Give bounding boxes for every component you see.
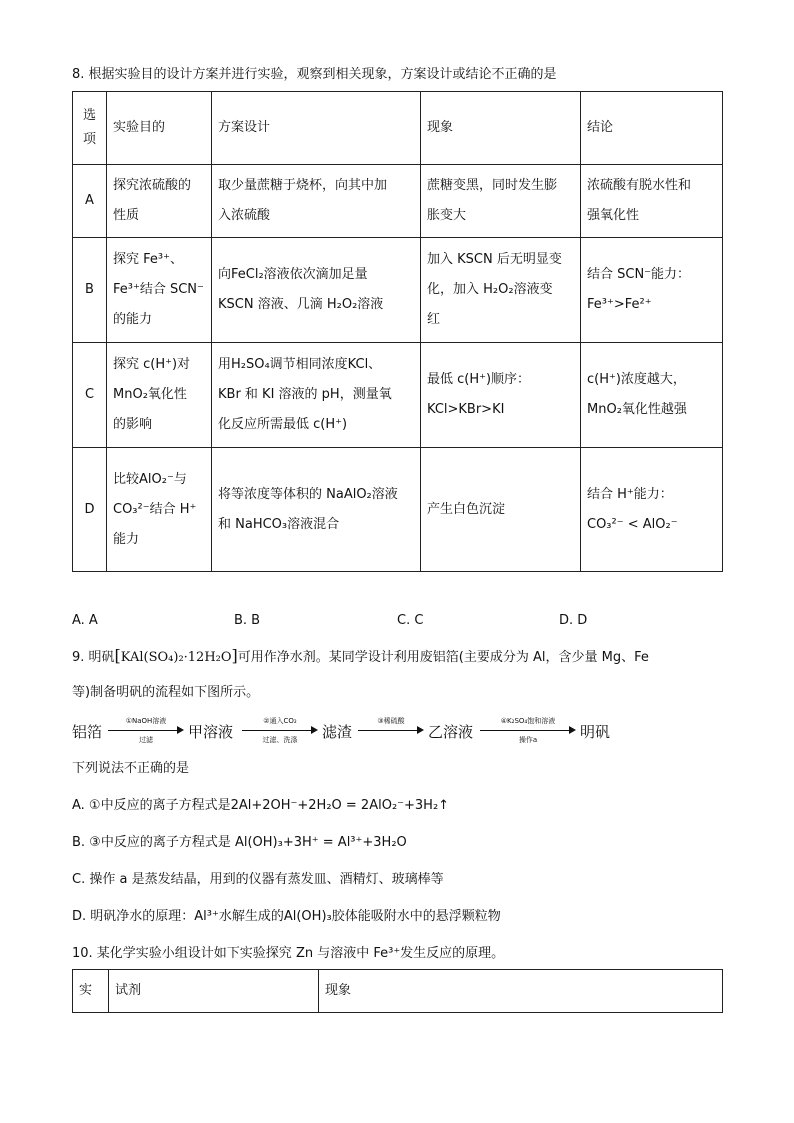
row-goal	[107, 238, 212, 343]
q9-stem-line1	[72, 647, 649, 667]
flow-node-solution-a: 甲溶液	[188, 723, 234, 741]
arrow-head-icon	[569, 726, 576, 734]
header-option	[73, 92, 107, 165]
arrow-1-label-bottom: 过滤	[139, 736, 153, 744]
row-option: D	[73, 448, 107, 572]
header-exp: 实	[73, 970, 109, 1013]
flow-node-residue: 滤渣	[322, 723, 353, 741]
row-phenomenon	[421, 165, 581, 238]
goal-line: MnO₂氧化性	[113, 387, 187, 402]
phen-line: 红	[427, 312, 441, 327]
goal-line: 能力	[113, 531, 140, 547]
arrow-2-label-bottom: 过滤、洗涤	[262, 736, 298, 744]
row-conclusion	[581, 238, 723, 343]
goal-line: CO₃²⁻结合 H⁺	[113, 501, 197, 517]
q9-stem-line2: 等)制备明矾的流程如下图所示。	[72, 685, 260, 700]
table-row	[73, 448, 723, 572]
table-header-row	[73, 970, 723, 1013]
row-option: B	[73, 238, 107, 343]
arrow-4-label-bottom: 操作a	[518, 736, 538, 744]
row-phenomenon	[421, 238, 581, 343]
q8-table	[72, 91, 723, 572]
goal-line: 的能力	[113, 312, 153, 327]
q10-table	[72, 969, 723, 1013]
table-row	[73, 343, 723, 448]
row-conclusion	[581, 448, 723, 572]
header-reagent: 试剂	[109, 970, 319, 1013]
row-conclusion	[581, 165, 723, 238]
table-header-row	[73, 92, 723, 165]
header-goal: 实验目的	[107, 92, 212, 165]
arrow-3-label-top: ③稀硫酸	[377, 717, 405, 725]
q9-stem-part2: 可用作净水剂。某同学设计利用废铝箔(主要成分为 Al，含少量 Mg、Fe	[237, 650, 649, 665]
goal-line: Fe³⁺结合 SCN⁻	[113, 282, 204, 297]
concl-line: c(H⁺)浓度越大，	[587, 372, 686, 387]
arrow-head-icon	[311, 726, 318, 734]
concl-line: Fe³⁺>Fe²⁺	[587, 297, 652, 312]
row-design	[212, 165, 421, 238]
flow-node-solution-b: 乙溶液	[428, 723, 474, 741]
row-phenomenon: 产生白色沉淀	[421, 448, 581, 572]
concl-line: 结合 H⁺能力：	[587, 486, 673, 502]
design-line: 化反应所需最低 c(H⁺)	[218, 417, 348, 432]
choice-c[interactable]: C. C	[397, 613, 424, 628]
design-line: 和 NaHCO₃溶液混合	[218, 516, 340, 532]
arrow-head-icon	[177, 726, 184, 734]
arrow-shaft	[242, 730, 312, 731]
row-design	[212, 238, 421, 343]
concl-line: MnO₂氧化性越强	[587, 402, 687, 417]
arrow-shaft	[358, 730, 418, 731]
row-conclusion	[581, 343, 723, 448]
table-row	[73, 238, 723, 343]
q9-question: 下列说法不正确的是	[72, 761, 190, 776]
goal-line: 探究浓硫酸的	[113, 178, 192, 193]
design-line: 用H₂SO₄调节相同浓度KCl、	[218, 357, 382, 372]
flow-node-alum: 明矾	[580, 723, 611, 741]
q8-stem: 8. 根据实验目的设计方案并进行实验，观察到相关现象，方案设计或结论不正确的是	[72, 67, 557, 82]
choice-a[interactable]: A. A	[72, 613, 98, 628]
row-design	[212, 448, 421, 572]
design-line: 将等浓度等体积的 NaAlO₂溶液	[218, 486, 398, 502]
phen-line: 胀变大	[427, 208, 467, 223]
flow-arrow-3	[358, 717, 424, 747]
arrow-4-label-top: ④K₂SO₄饱和溶液	[500, 717, 556, 725]
header-option-line1: 选	[82, 108, 96, 123]
table-row	[73, 165, 723, 238]
q9-option-d[interactable]: D. 明矾净水的原理：Al³⁺水解生成的Al(OH)₃胶体能吸附水中的悬浮颗粒物	[72, 909, 501, 924]
row-option: A	[73, 165, 107, 238]
flow-arrow-2	[242, 717, 318, 747]
design-line: 向FeCl₂溶液依次滴加足量	[218, 267, 368, 282]
flow-arrow-1	[108, 717, 184, 747]
design-line: 取少量蔗糖于烧杯，向其中加	[218, 178, 388, 193]
goal-line: 的影响	[113, 417, 153, 432]
arrow-head-icon	[417, 726, 424, 734]
formula-bracket-left: [	[114, 646, 121, 665]
arrow-2-label-top: ②通入CO₂	[263, 717, 297, 725]
goal-line: 比较AlO₂⁻与	[113, 471, 187, 487]
phen-line: 化，加入 H₂O₂溶液变	[427, 282, 553, 297]
concl-line: 结合 SCN⁻能力：	[587, 267, 691, 282]
design-line: KSCN 溶液、几滴 H₂O₂溶液	[218, 297, 384, 312]
flow-arrow-4	[480, 717, 576, 747]
q9-option-c[interactable]: C. 操作 a 是蒸发结晶，用到的仪器有蒸发皿、酒精灯、玻璃棒等	[72, 872, 444, 887]
header-conclusion: 结论	[581, 92, 723, 165]
phen-line: KCl>KBr>KI	[427, 402, 505, 417]
header-phenomenon: 现象	[421, 92, 581, 165]
goal-line: 探究 c(H⁺)对	[113, 357, 191, 372]
goal-line: 性质	[113, 208, 140, 223]
arrow-shaft	[480, 730, 570, 731]
concl-line: 强氧化性	[587, 208, 640, 223]
row-goal	[107, 448, 212, 572]
row-phenomenon	[421, 343, 581, 448]
flow-node-foil: 铝箔	[72, 723, 103, 741]
design-line: 入浓硫酸	[218, 208, 271, 223]
choice-b[interactable]: B. B	[234, 613, 261, 628]
arrow-shaft	[108, 730, 178, 731]
goal-line: 探究 Fe³⁺、	[113, 252, 183, 267]
header-design: 方案设计	[212, 92, 421, 165]
q9-stem-part1: 9. 明矾	[72, 650, 115, 665]
choice-d[interactable]: D. D	[559, 613, 588, 628]
q9-formula: KAl(SO₄)₂·12H₂O	[120, 650, 232, 665]
design-line: KBr 和 KI 溶液的 pH，测量氧	[218, 387, 392, 402]
concl-line: CO₃²⁻ < AlO₂⁻	[587, 516, 678, 532]
phen-line: 加入 KSCN 后无明显变	[427, 252, 562, 267]
arrow-1-label-top: ①NaOH溶液	[125, 717, 167, 725]
q9-option-b[interactable]: B. ③中反应的离子方程式是 Al(OH)₃+3H⁺ = Al³⁺+3H₂O	[72, 835, 407, 850]
q10-stem: 10. 某化学实验小组设计如下实验探究 Zn 与溶液中 Fe³⁺发生反应的原理。	[72, 946, 505, 961]
row-goal	[107, 343, 212, 448]
formula-bracket-right: ]	[231, 646, 238, 665]
header-phenomenon: 现象	[319, 970, 723, 1013]
phen-line: 蔗糖变黑，同时发生膨	[427, 178, 558, 193]
q9-option-a[interactable]: A. ①中反应的离子方程式是2Al+2OH⁻+2H₂O = 2AlO₂⁻+3H₂↑	[72, 798, 450, 813]
phen-line: 最低 c(H⁺)顺序：	[427, 372, 531, 387]
row-option: C	[73, 343, 107, 448]
concl-line: 浓硫酸有脱水性和	[587, 178, 692, 193]
row-goal	[107, 165, 212, 238]
row-design	[212, 343, 421, 448]
header-option-line2: 项	[82, 132, 96, 147]
